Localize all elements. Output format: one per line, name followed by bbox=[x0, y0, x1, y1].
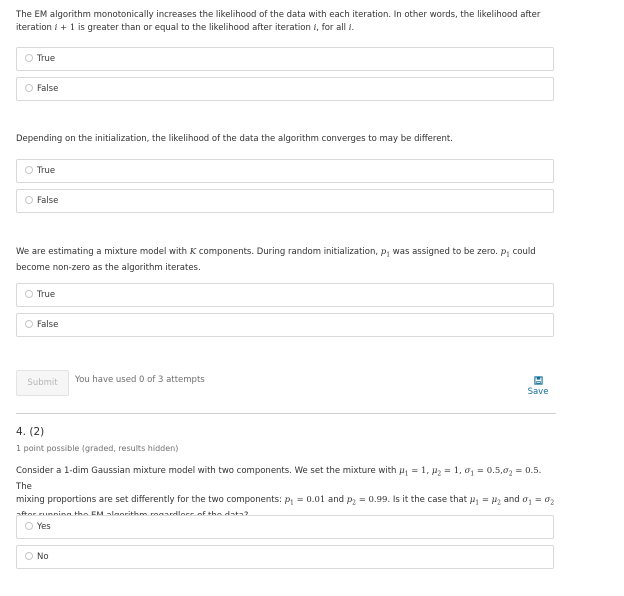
q1-option-false[interactable] bbox=[16, 77, 554, 101]
question-2-text: Depending on the initialization, the likelihood of the data the algorithm converges to may be different. bbox=[16, 134, 453, 144]
q4-option-no[interactable] bbox=[16, 545, 554, 569]
radio-button[interactable] bbox=[25, 320, 33, 328]
attempts-text: You have used 0 of 3 attempts bbox=[75, 375, 205, 385]
option-label: Yes bbox=[37, 522, 51, 532]
question-3-text: We are estimating a mixture model with K components. During random initialization, $p_1$ was assigned to be zero. $p_1$ could become non-zero as the algorithm iterates. bbox=[16, 247, 536, 274]
q2-option-true[interactable] bbox=[16, 159, 554, 183]
option-label: No bbox=[37, 552, 49, 562]
option-label: False bbox=[37, 196, 59, 206]
q3-option-false[interactable] bbox=[16, 313, 554, 337]
q2-option-false[interactable] bbox=[16, 189, 554, 213]
radio-button[interactable] bbox=[25, 522, 33, 530]
option-label: False bbox=[37, 320, 59, 330]
problem-title: 4. (2) bbox=[16, 426, 45, 438]
option-label: True bbox=[37, 290, 56, 300]
option-label: True bbox=[37, 54, 56, 64]
section-divider bbox=[16, 413, 556, 414]
option-label: False bbox=[37, 84, 59, 94]
q4-option-yes[interactable] bbox=[16, 515, 554, 539]
save-label: Save bbox=[527, 387, 549, 397]
q3-option-true[interactable] bbox=[16, 283, 554, 307]
question-4-text: Consider a 1-dim Gaussian mixture model with two components. We set the mixture with $\mu_1 = 1$, $\mu_2 = 1$, $\sigma_1 = 0.5,\sigma_2 = 0.5$. The mixing proportions are set differently for the two components: $p_1 = 0.01$ and $p_2 = 0.99$. Is it the case that $\mu_1 = \mu_2$ and $\sigma_1 = \sigma_2$ bbox=[16, 466, 555, 507]
question-1-text: The EM algorithm monotonically increases the likelihood of the data with each iteration. In other words, the likelihood after iteration i + 1 is greater than or equal to the likelihood after iteration i, for all i. bbox=[16, 10, 541, 33]
problem-subtitle: 1 point possible (graded, results hidden) bbox=[16, 444, 179, 453]
radio-button[interactable] bbox=[25, 54, 33, 62]
radio-button[interactable] bbox=[25, 552, 33, 560]
save-icon bbox=[534, 376, 543, 385]
radio-button[interactable] bbox=[25, 166, 33, 174]
radio-button[interactable] bbox=[25, 290, 33, 298]
radio-button[interactable] bbox=[25, 84, 33, 92]
option-label: True bbox=[37, 166, 56, 176]
q1-option-true[interactable] bbox=[16, 47, 554, 71]
save-button[interactable] bbox=[523, 376, 553, 397]
submit-button[interactable]: Submit bbox=[16, 370, 69, 396]
radio-button[interactable] bbox=[25, 196, 33, 204]
